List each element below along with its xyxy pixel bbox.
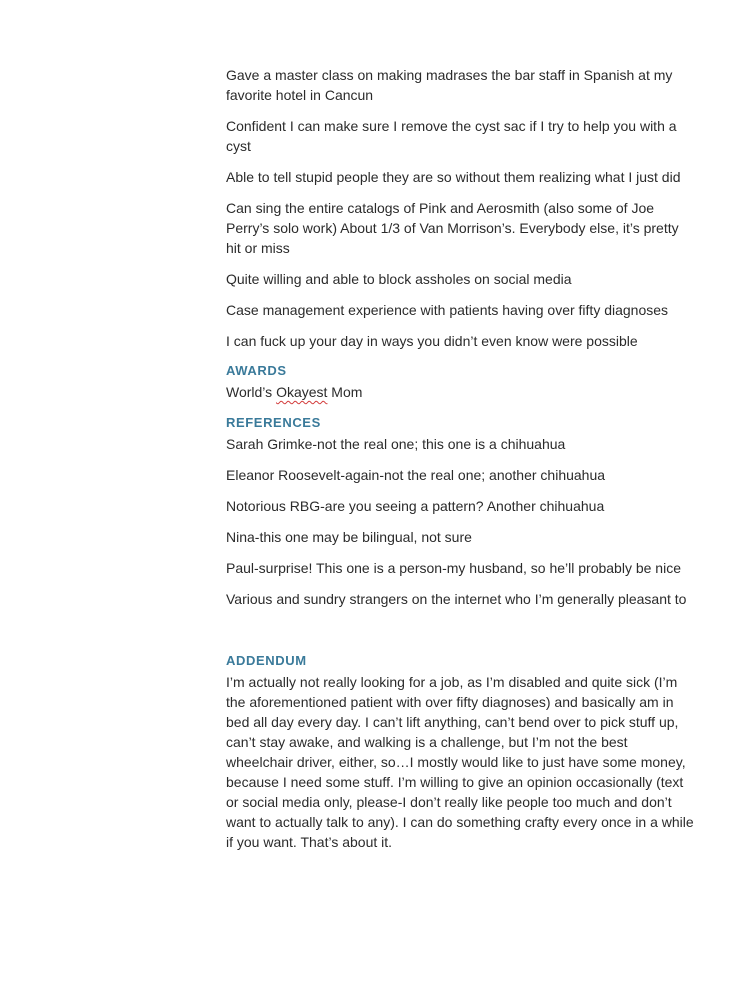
skill-item: I can fuck up your day in ways you didn’t even know were possible [226,333,638,349]
reference-item: Nina-this one may be bilingual, not sure [226,529,472,545]
references-heading: REFERENCES [226,415,321,430]
award-prefix: World’s [226,384,277,400]
skill-item: Case management experience with patients having over fifty diagnoses [226,302,669,318]
skill-item: Able to tell stupid people they are so without them realizing what I just did [226,169,681,185]
references-section [226,414,696,609]
addendum-section [226,652,696,852]
awards-heading: AWARDS [226,363,287,378]
awards-section [226,362,696,402]
addendum-heading: ADDENDUM [226,653,307,668]
reference-item: Eleanor Roosevelt-again-not the real one; another chihuahua [226,467,606,483]
section-spacer [226,620,696,646]
reference-item: Sarah Grimke-not the real one; this one is a chihuahua [226,436,566,452]
skill-item: Gave a master class on making madrases the bar staff in Spanish at my favorite hotel in Cancun [226,67,673,103]
reference-item: Paul-surprise! This one is a person-my husband, so he’ll probably be nice [226,560,681,576]
reference-item: Notorious RBG-are you seeing a pattern? Another chihuahua [226,498,605,514]
skill-item: Quite willing and able to block assholes on social media [226,271,572,287]
skill-item: Can sing the entire catalogs of Pink and Aerosmith (also some of Joe Perry’s solo work) About 1/3 of Van Morrison’s. Everybody else, it’s pretty hit or miss [226,200,679,256]
award-item [226,382,696,402]
award-suffix: Mom [327,384,363,400]
spellcheck-flagged-word[interactable]: Okayest [276,384,328,400]
addendum-text: I’m actually not really looking for a job, as I’m disabled and quite sick (I’m the aforementioned patient with over fifty diagnoses) and basically am in bed all day every day. I can’t lift anything, can’t bend over to pick stuff up, can’t stay awake, and walking is a challenge, but I’m not the best wheelchair driver, either, so…I mostly would like to just have some money, because I need some stuff. I’m willing to give an opinion occasionally (text or social media only, please-I don’t really like people too much and don’t want to actually talk to any). I can do something crafty every once in a while if you want. That’s about it. [226,674,694,850]
skill-item: Confident I can make sure I remove the cyst sac if I try to help you with a cyst [226,118,677,154]
document-page [226,65,696,852]
reference-item: Various and sundry strangers on the internet who I’m generally pleasant to [226,591,687,607]
skills-list [226,65,696,351]
